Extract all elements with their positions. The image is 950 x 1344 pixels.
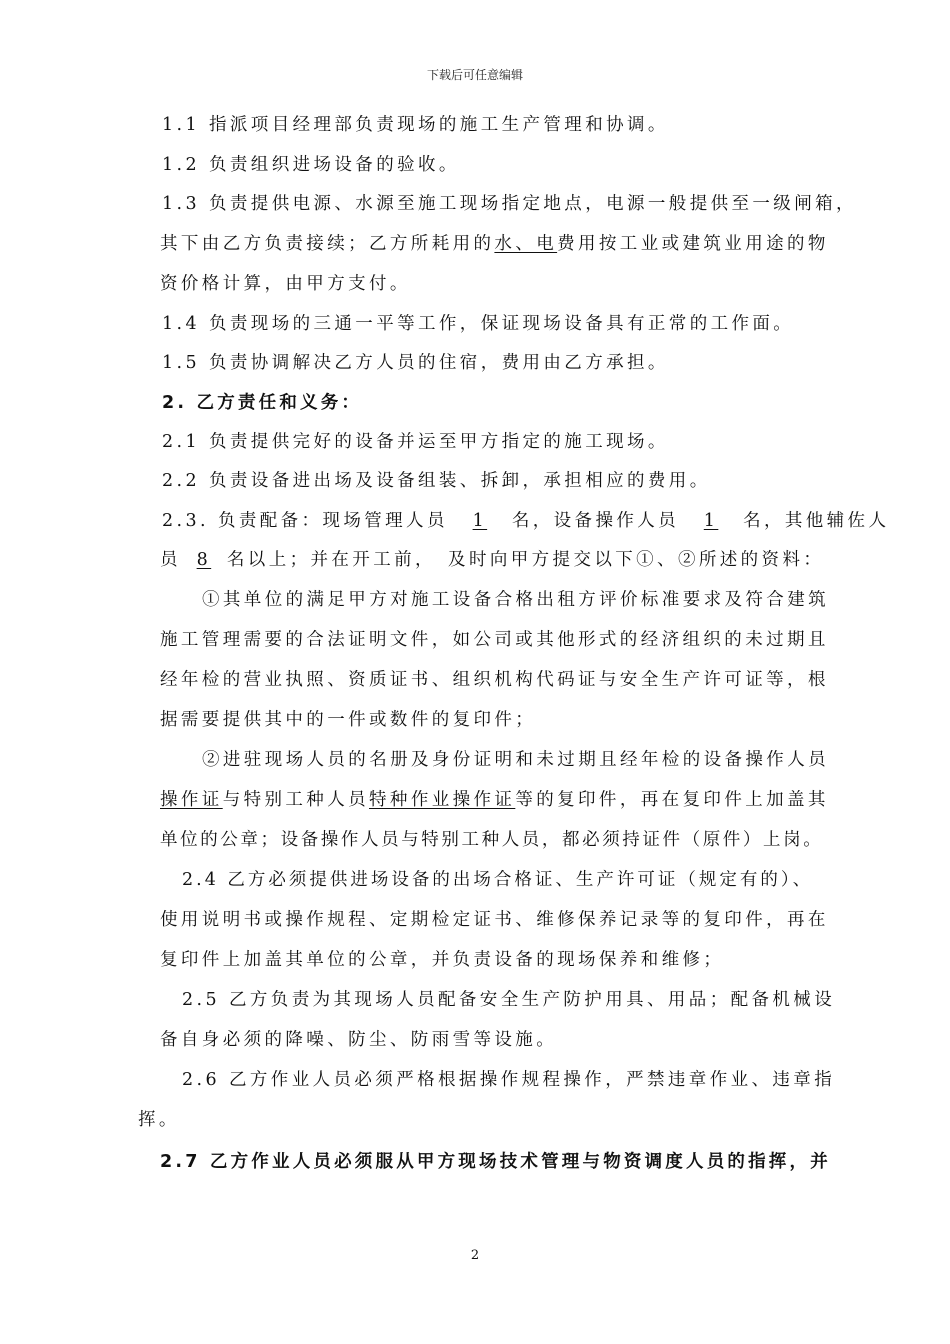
clause-2-1: 2.1 负责提供完好的设备并运至甲方指定的施工现场。 (162, 432, 669, 452)
item-2-line3: 单位的公章；设备操作人员与特别工种人员，都必须持证件（原件）上岗。 (160, 830, 824, 850)
clause-2-4-line1: 2.4 乙方必须提供进场设备的出场合格证、生产许可证（规定有的）、 (182, 870, 814, 890)
item-1-line4: 据需要提供其中的一件或数件的复印件； (160, 710, 537, 730)
page-header: 下载后可任意编辑 (426, 68, 523, 82)
item-2-line2 (160, 788, 829, 812)
clause-1-3-line3: 资价格计算，由甲方支付。 (160, 274, 411, 294)
clause-2-4-line2: 使用说明书或操作规程、定期检定证书、维修保养记录等的复印件，再在 (160, 910, 829, 930)
manager-count: 1 (472, 511, 488, 531)
page-number: 2 (470, 1248, 480, 1263)
clause-2-6-line1: 2.6 乙方作业人员必须严格根据操作规程操作，严禁违章作业、违章指 (182, 1070, 836, 1090)
operator-count: 1 (703, 511, 719, 531)
clause-2-4-line3: 复印件上加盖其单位的公章，并负责设备的现场保养和维修； (160, 950, 725, 970)
clause-2-3-text-3: 名，其他辅佐人 (743, 511, 890, 531)
assistant-count: 8 (196, 550, 212, 570)
item-1-line3: 经年检的营业执照、资质证书、组织机构代码证与安全生产许可证等，根 (160, 670, 829, 690)
item-1-line2: 施工管理需要的合法证明文件，如公司或其他形式的经济组织的未过期且 (160, 630, 829, 650)
clause-2-5-line2: 备自身必须的降噪、防尘、防雨雪等设施。 (160, 1030, 558, 1050)
clause-2-6-line2: 挥。 (138, 1110, 180, 1130)
clause-2-3-text-4: 员 (160, 550, 181, 570)
clause-2-5-line1: 2.5 乙方负责为其现场人员配备安全生产防护用具、用品；配备机械设 (182, 990, 836, 1010)
operation-cert-underlined: 操作证 (160, 790, 223, 810)
clause-1-4: 1.4 负责现场的三通一平等工作，保证现场设备具有正常的工作面。 (162, 314, 795, 334)
clause-2-3-text: 2.3. 负责配备：现场管理人员 (162, 511, 448, 531)
item-2-text-end: 等的复印件，再在复印件上加盖其 (515, 790, 829, 810)
item-2-line1: ②进驻现场人员的名册及身份证明和未过期且经年检的设备操作人员 (202, 750, 829, 770)
water-electricity-underlined: 水、电 (494, 234, 558, 254)
clause-1-3-text: 其下由乙方负责接续；乙方所耗用的 (160, 234, 495, 254)
special-operation-cert-underlined: 特种作业操作证 (369, 790, 516, 810)
clause-1-2: 1.2 负责组织进场设备的验收。 (162, 155, 460, 175)
clause-2-3-line2 (160, 548, 824, 572)
clause-2-3-line1 (162, 509, 889, 533)
clause-2-7: 2.7 乙方作业人员必须服从甲方现场技术管理与物资调度人员的指挥，并 (160, 1152, 831, 1172)
clause-2-3-text-2: 名，设备操作人员 (511, 511, 680, 531)
clause-2-3-text-5: 名以上；并在开工前， 及时向甲方提交以下①、②所述的资料： (226, 550, 825, 570)
clause-1-3-line1: 1.3 负责提供电源、水源至施工现场指定地点，电源一般提供至一级闸箱， (162, 194, 857, 214)
clause-1-3-text-end: 费用按工业或建筑业用途的物 (557, 234, 829, 254)
clause-1-5: 1.5 负责协调解决乙方人员的住宿，费用由乙方承担。 (162, 353, 669, 373)
clause-1-1: 1.1 指派项目经理部负责现场的施工生产管理和协调。 (162, 115, 669, 135)
section-2-heading: 2. 乙方责任和义务： (162, 393, 363, 413)
clause-2-2: 2.2 负责设备进出场及设备组装、拆卸，承担相应的费用。 (162, 471, 711, 491)
item-1-line1: ①其单位的满足甲方对施工设备合格出租方评价标准要求及符合建筑 (202, 590, 829, 610)
clause-1-3-line2 (160, 232, 829, 256)
item-2-text: 与特别工种人员 (222, 790, 370, 810)
